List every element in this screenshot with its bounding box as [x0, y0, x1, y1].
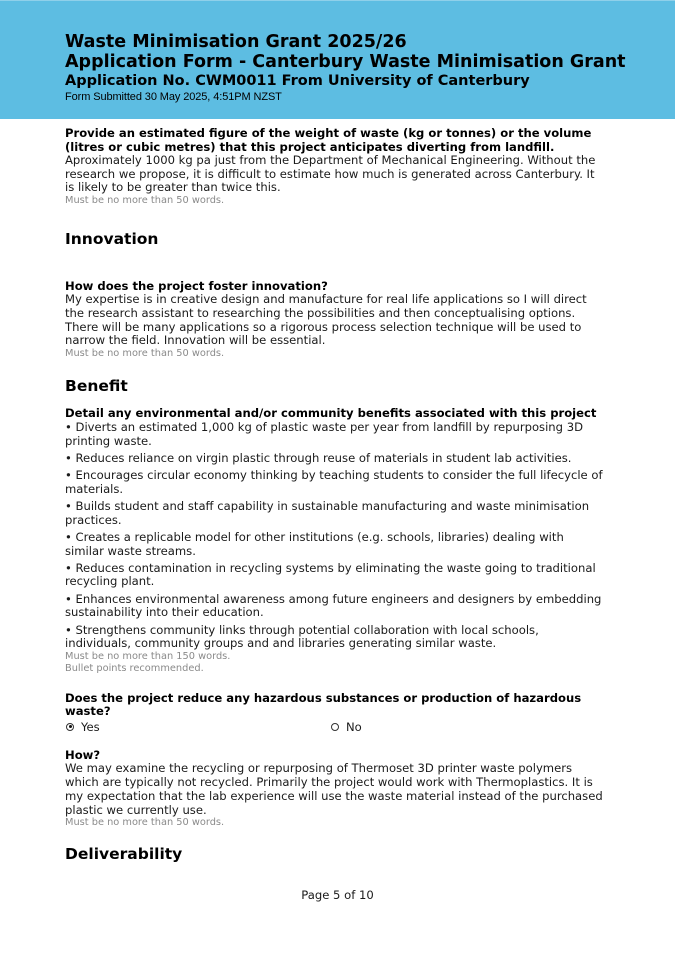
form-content: [65, 127, 605, 863]
how-question: How?: [65, 747, 101, 762]
hazard-option-no-label: No: [346, 719, 362, 734]
innovation-answer: My expertise is in creative design and manufacture for real life applications so I will direct the research assistant to researching the possibilities and then conceptualising options. There will be many applications so a rigorous process selection technique will be used to narrow the field. Innovation will be essential.: [65, 292, 587, 348]
benefit-bullet: • Diverts an estimated 1,000 kg of plastic waste per year from landfill by repurposing 3D printing waste.: [65, 419, 583, 448]
radio-checked-icon[interactable]: [66, 723, 74, 731]
waste-estimate-hint: Must be no more than 50 words.: [65, 195, 225, 207]
hazard-option-yes-label: Yes: [81, 719, 100, 734]
benefit-question: Detail any environmental and/or community benefits associated with this project: [65, 406, 597, 421]
form-header: [0, 0, 675, 119]
benefit-hint-word-limit: Must be no more than 150 words.: [65, 650, 231, 662]
how-field: [65, 749, 605, 830]
page-number: Page 5 of 10: [301, 888, 374, 902]
application-number: Application No. CWM0011 From University of Canterbury: [65, 73, 530, 89]
waste-estimate-question: Provide an estimated figure of the weight of waste (kg or tonnes) or the volume (litres or cubic metres) that this project anticipates diverting from landfill.: [65, 126, 592, 154]
innovation-field: [65, 280, 605, 361]
hazard-question: Does the project reduce any hazardous substances or production of hazardous waste?: [65, 690, 582, 719]
benefit-bullet: • Reduces contamination in recycling systems by eliminating the waste going to traditional recycling plant.: [65, 560, 596, 589]
grant-title: Waste Minimisation Grant 2025/26: [65, 32, 407, 52]
section-title-deliverability: Deliverability: [65, 844, 183, 863]
how-answer: We may examine the recycling or repurposing of Thermoset 3D printer waste polymers which are typically not recycled. Primarily the project would work with Thermoplastics. It is my expectation that the lab experience will use the waste material instead of the purchased plastic we currently use.: [65, 761, 603, 817]
section-title-benefit: Benefit: [65, 377, 128, 396]
waste-estimate-field: [65, 127, 605, 208]
benefit-bullet: • Strengthens community links through potential collaboration with local schools, individuals, community groups and and libraries generating similar waste.: [65, 622, 539, 651]
radio-unchecked-icon[interactable]: [331, 723, 339, 731]
hazard-option-yes[interactable]: [65, 720, 330, 734]
waste-estimate-answer: Aproximately 1000 kg pa just from the Department of Mechanical Engineering. Without the research we propose, it is difficult to estimate how much is generated across Canterbury. It is likely to be greater than twice this.: [65, 153, 596, 195]
benefit-bullet: • Builds student and staff capability in sustainable manufacturing and waste minimisation practices.: [65, 498, 590, 527]
section-title-innovation: Innovation: [65, 229, 159, 248]
benefit-bullet: • Reduces reliance on virgin plastic through reuse of materials in student lab activities.: [65, 450, 572, 465]
hazard-radio-group: [65, 720, 605, 734]
benefit-hint-bullets: Bullet points recommended.: [65, 663, 204, 675]
submission-timestamp: Form Submitted 30 May 2025, 4:51PM NZST: [65, 91, 282, 103]
benefit-bullet: • Enhances environmental awareness among future engineers and designers by embedding sustainability into their education.: [65, 591, 602, 620]
hazard-field: [65, 692, 605, 734]
benefit-bullet: • Encourages circular economy thinking by teaching students to consider the full lifecycle of materials.: [65, 468, 603, 496]
form-name: Application Form - Canterbury Waste Minimisation Grant: [65, 52, 626, 72]
header-text-block: [65, 32, 626, 104]
benefit-bullet: • Creates a replicable model for other institutions (e.g. schools, libraries) dealing with similar waste streams.: [65, 529, 564, 558]
benefit-bullet-list: [65, 421, 605, 651]
innovation-question: How does the project foster innovation?: [65, 278, 328, 293]
benefit-field: [65, 407, 605, 676]
innovation-hint: Must be no more than 50 words.: [65, 347, 225, 359]
how-hint: Must be no more than 50 words.: [65, 817, 225, 829]
hazard-option-no[interactable]: [330, 720, 362, 734]
